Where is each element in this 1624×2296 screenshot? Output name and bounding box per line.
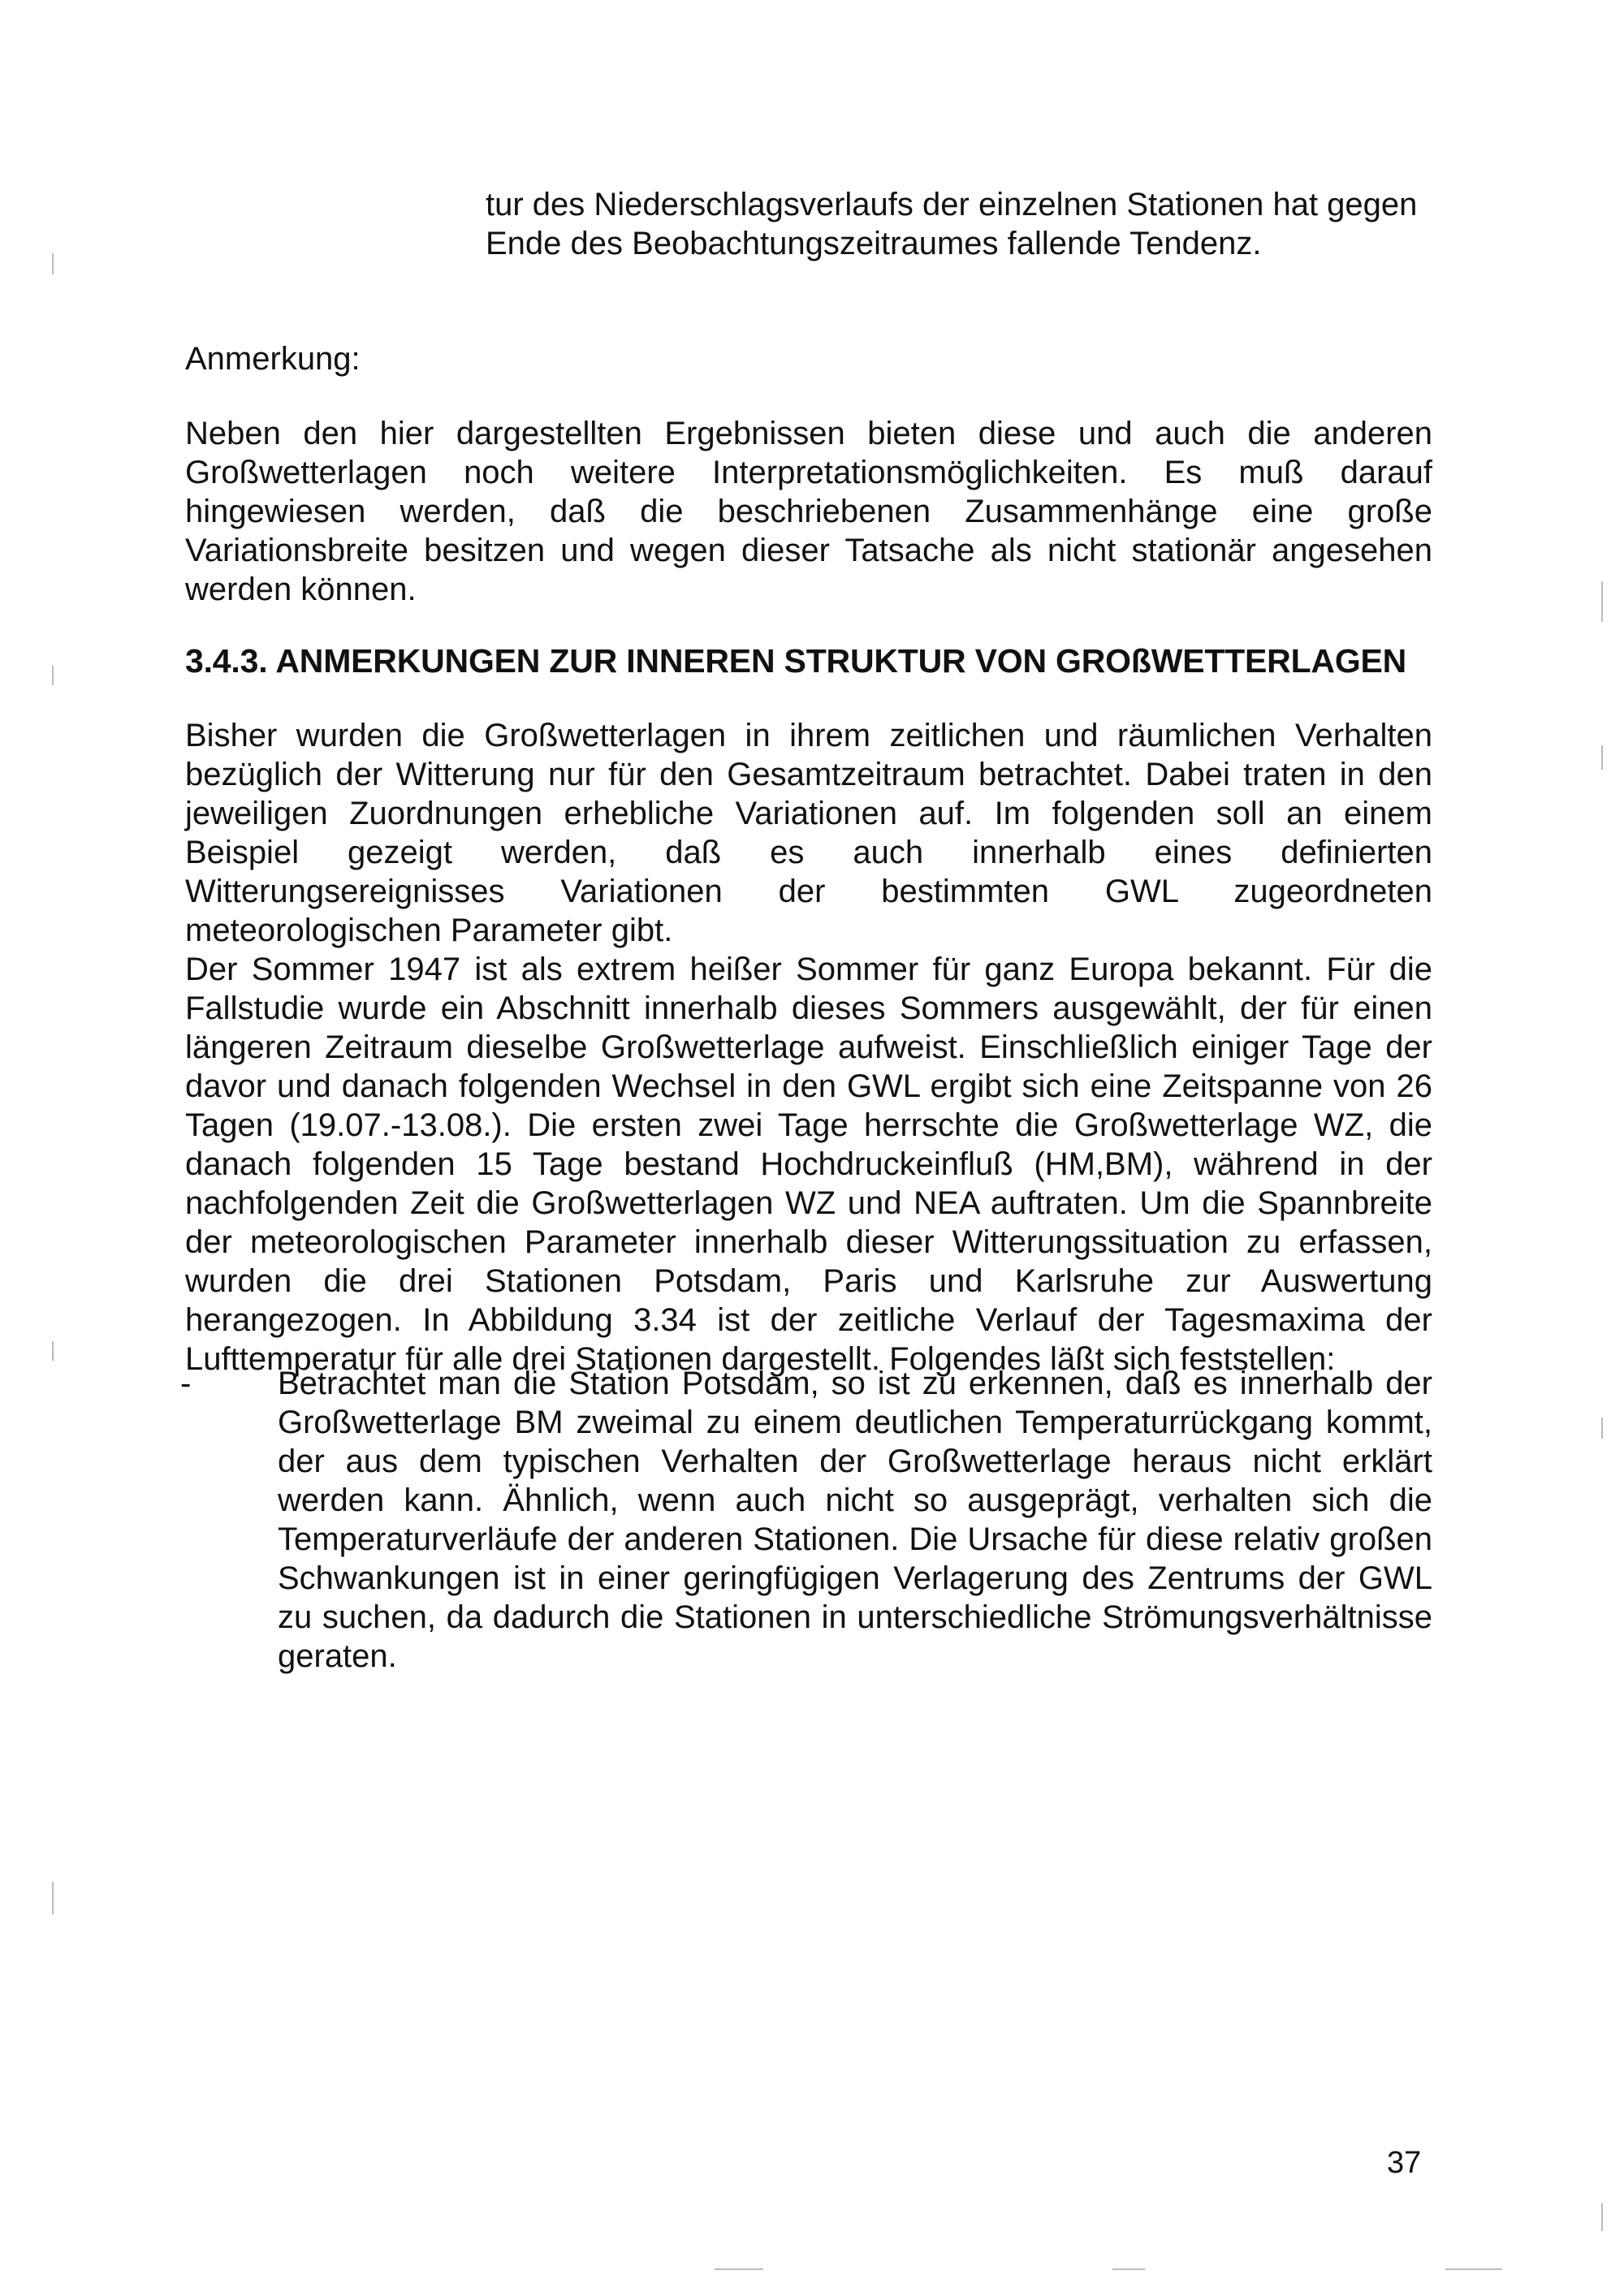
bullet-marker: - [180, 1366, 192, 1401]
scan-mark [52, 1882, 54, 1914]
section-heading [185, 641, 1406, 680]
scan-mark [1112, 2268, 1145, 2270]
scan-mark [715, 2268, 763, 2270]
scan-mark [52, 1341, 54, 1361]
body-paragraph-2: Der Sommer 1947 ist als extrem heißer Sommer für ganz Europa bekannt. Für die Fallstudie wurde ein Abschnitt innerhalb dieses Sommers ausgewählt, der für einen längeren Zeitraum dieselbe Großwetterlage aufweist. Einschließlich einiger Tage der davor und danach folgenden Wechsel in den GWL ergibt sich eine Zeitspanne von 26 Tagen (19.07.-13.08.). Die ersten zwei Tage herrschte die Großwetterlage WZ, die danach folgenden 15 Tage bestand Hochdruckeinfluß (HM,BM), während in der nachfolgenden Zeit die Großwetterlagen WZ und NEA auftraten. Um die Spannbreite der meteorologischen Parameter innerhalb dieser Witterungssituation zu erfassen, wurden die drei Stationen Potsdam, Paris und Karlsruhe zur Auswertung herangezogen. In Abbildung 3.34 ist der zeitliche Verlauf der Tagesmaxima der Lufttemperatur für alle drei Stationen dargestellt. Folgendes läßt sich feststellen: [185, 952, 1432, 1377]
scan-mark [52, 666, 54, 685]
scan-mark [1601, 2203, 1603, 2231]
intro-paragraph [486, 185, 1427, 263]
scan-mark [52, 253, 54, 274]
scan-mark [1445, 2268, 1502, 2270]
section-title: ANMERKUNGEN ZUR INNEREN STRUKTUR VON GROßWETTERLAGEN [275, 642, 1407, 680]
section-number: 3.4.3. [185, 642, 268, 680]
scan-mark [1601, 581, 1603, 622]
body-text [185, 716, 1432, 1379]
page-number: 37 [1387, 2146, 1422, 2180]
note-label: Anmerkung: [185, 341, 361, 377]
note-paragraph: Neben den hier dargestellten Ergebnissen bieten diese und auch die anderen Großwetterlagen noch weitere Interpretationsmöglichkeiten. Es muß darauf hingewiesen werden, daß die beschriebenen Zusammenhänge eine große Variationsbreite besitzen und wegen dieser Tatsache als nicht stationär angesehen werden können. [185, 416, 1432, 607]
bullet-paragraph: Betrachtet man die Station Potsdam, so ist zu erkennen, daß es innerhalb der Großwetterlage BM zweimal zu einem deutlichen Temperaturrückgang kommt, der aus dem typischen Verhalten der Großwetterlage heraus nicht erklärt werden kann. Ähnlich, wenn auch nicht so ausgeprägt, verhalten sich die Temperaturverläufe der anderen Stationen. Die Ursache für diese relativ großen Schwankungen ist in einer geringfügigen Verlagerung des Zentrums der GWL zu suchen, da dadurch die Stationen in unterschiedliche Strömungsverhältnisse geraten. [278, 1366, 1432, 1674]
intro-line-1: tur des Niederschlagsverlaufs der einzelnen Stationen hat gegen [486, 187, 1418, 222]
scan-mark [1601, 1418, 1603, 1439]
scan-mark [1601, 745, 1603, 770]
intro-line-2: Ende des Beobachtungszeitraumes fallende Tendenz. [486, 226, 1262, 261]
body-paragraph-1: Bisher wurden die Großwetterlagen in ihrem zeitlichen und räumlichen Verhalten bezüglich der Witterung nur für den Gesamtzeitraum betrachtet. Dabei traten in den jeweiligen Zuordnungen erhebliche Variationen auf. Im folgenden soll an einem Beispiel gezeigt werden, daß es auch innerhalb eines definierten Witterungsereignisses Variationen der bestimmten GWL zugeordneten meteorologischen Parameter gibt. [185, 718, 1432, 948]
